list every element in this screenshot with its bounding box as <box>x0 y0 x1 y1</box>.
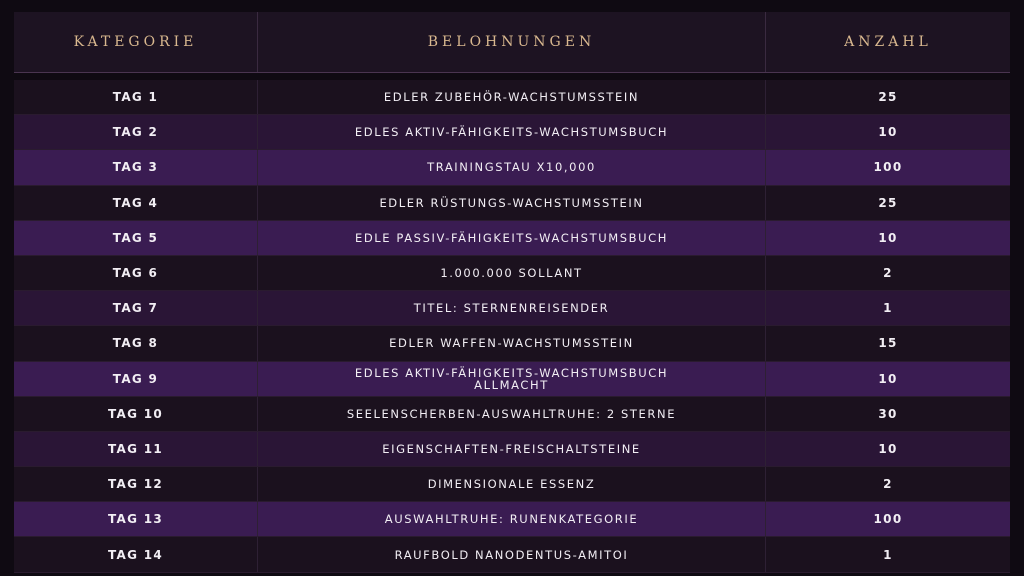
table-row <box>14 256 1010 291</box>
row-amount: 10 <box>878 230 898 245</box>
table-row <box>14 432 1010 467</box>
row-reward-line: EDLE PASSIV-FÄHIGKEITS-WACHSTUMSBUCH <box>354 230 669 245</box>
row-amount: 30 <box>878 406 898 421</box>
table-row <box>14 291 1010 326</box>
row-amount: 15 <box>878 336 898 351</box>
table-row <box>14 326 1010 361</box>
table-row <box>14 362 1010 397</box>
row-amount: 2 <box>883 266 893 281</box>
table-row <box>14 397 1010 432</box>
row-amount: 1 <box>883 547 893 562</box>
row-reward <box>258 186 766 220</box>
row-reward <box>258 537 766 571</box>
row-reward-line: TITEL: STERNENREISENDER <box>413 301 610 316</box>
row-day: TAG 2 <box>14 115 258 149</box>
row-day: TAG 7 <box>14 291 258 325</box>
row-reward <box>258 256 766 290</box>
row-day: TAG 1 <box>14 80 258 114</box>
table-row <box>14 221 1010 256</box>
rewards-table <box>14 12 1010 573</box>
row-reward-line: AUSWAHLTRUHE: RUNENKATEGORIE <box>384 512 639 527</box>
row-day: TAG 6 <box>14 256 258 290</box>
row-amount: 25 <box>878 195 898 210</box>
row-reward <box>258 291 766 325</box>
header-gap <box>14 73 1010 80</box>
table-body <box>14 80 1010 573</box>
row-reward <box>258 221 766 255</box>
row-reward <box>258 80 766 114</box>
row-amount: 2 <box>883 477 893 492</box>
row-day: TAG 5 <box>14 221 258 255</box>
table-row <box>14 537 1010 572</box>
row-reward-line: TRAININGSTAU X10,000 <box>427 160 596 175</box>
table-row <box>14 115 1010 150</box>
header-amount: ANZAHL <box>844 34 932 50</box>
row-amount: 10 <box>878 441 898 456</box>
row-amount: 1 <box>883 301 893 316</box>
row-day: TAG 11 <box>14 432 258 466</box>
row-reward <box>258 115 766 149</box>
row-reward <box>258 467 766 501</box>
header-rewards: BELOHNUNGEN <box>258 12 766 72</box>
row-reward <box>258 326 766 360</box>
header-category: KATEGORIE <box>14 12 258 72</box>
row-reward-line: EDLER ZUBEHÖR-WACHSTUMSSTEIN <box>383 90 640 105</box>
row-amount: 10 <box>878 371 898 386</box>
row-reward-line: RAUFBOLD NANODENTUS-AMITOI <box>394 547 629 562</box>
table-row <box>14 80 1010 115</box>
row-day: TAG 9 <box>14 362 258 396</box>
row-reward-line: EDLES AKTIV-FÄHIGKEITS-WACHSTUMSBUCH <box>354 125 669 140</box>
row-reward <box>258 150 766 184</box>
row-reward-line: EIGENSCHAFTEN-FREISCHALTSTEINE <box>382 441 641 456</box>
row-day: TAG 12 <box>14 467 258 501</box>
row-reward-line: SEELENSCHERBEN-AUSWAHLTRUHE: 2 STERNE <box>346 406 677 421</box>
row-day: TAG 4 <box>14 186 258 220</box>
row-day: TAG 14 <box>14 537 258 571</box>
row-reward-line-2: ALLMACHT <box>474 377 549 392</box>
row-amount: 100 <box>873 512 903 527</box>
table-row <box>14 502 1010 537</box>
row-reward-line: EDLER RÜSTUNGS-WACHSTUMSSTEIN <box>379 195 644 210</box>
row-reward-line: EDLES AKTIV-FÄHIGKEITS-WACHSTUMSBUCH <box>354 365 669 380</box>
table-row <box>14 150 1010 185</box>
row-day: TAG 13 <box>14 502 258 536</box>
row-reward <box>258 397 766 431</box>
table-header <box>14 12 1010 73</box>
row-amount: 10 <box>878 125 898 140</box>
row-amount: 25 <box>878 90 898 105</box>
row-amount: 100 <box>873 160 903 175</box>
row-reward-line: EDLER WAFFEN-WACHSTUMSSTEIN <box>389 336 634 351</box>
table-row <box>14 467 1010 502</box>
row-reward <box>258 362 766 396</box>
row-day: TAG 3 <box>14 150 258 184</box>
table-row <box>14 186 1010 221</box>
row-reward-line: DIMENSIONALE ESSENZ <box>427 477 596 492</box>
row-day: TAG 10 <box>14 397 258 431</box>
row-reward-line: 1.000.000 SOLLANT <box>440 266 583 281</box>
row-reward <box>258 432 766 466</box>
row-day: TAG 8 <box>14 326 258 360</box>
row-reward <box>258 502 766 536</box>
